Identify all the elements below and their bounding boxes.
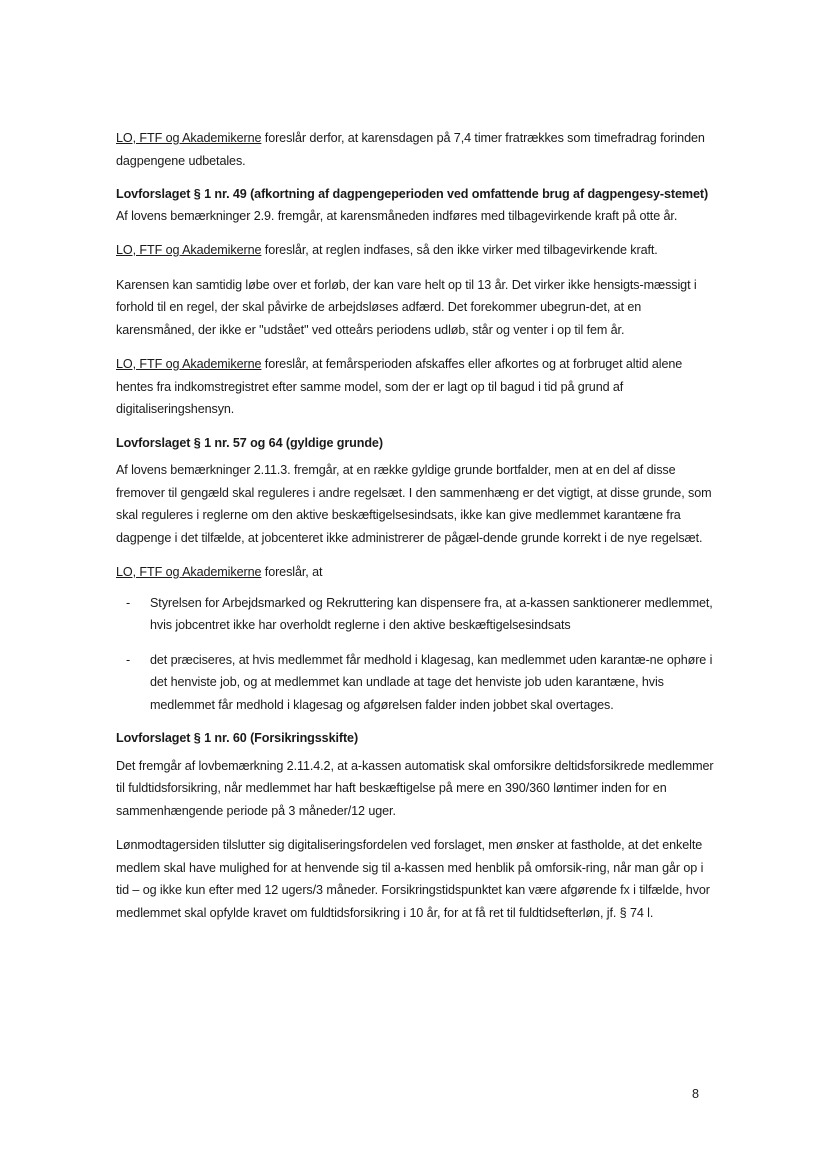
- section-heading-57-64: Lovforslaget § 1 nr. 57 og 64 (gyldige grunde): [116, 435, 383, 450]
- dash-bullet: -: [126, 595, 131, 610]
- org-names: LO, FTF og Akademikerne: [116, 565, 262, 579]
- document-body: [116, 127, 716, 924]
- paragraph-text: foreslår derfor, at karensdagen på 7,4 timer fratrækkes som timefradrag forinden dagpengene udbetales.: [116, 131, 705, 168]
- list-item: [116, 592, 716, 637]
- org-names: LO, FTF og Akademikerne: [116, 357, 262, 371]
- dash-bullet: -: [126, 652, 131, 667]
- paragraph-text: foreslår, at femårsperioden afskaffes eller afkortes og at forbruget altid alene hentes fra indkomstregistret efter samme model, som der er lagt op til bagud i tid på grund af digitaliseringshensyn.: [116, 357, 683, 416]
- page-number: 8: [692, 1087, 700, 1101]
- paragraph-femaarsperioden: [116, 353, 716, 421]
- org-names: LO, FTF og Akademikerne: [116, 131, 262, 145]
- paragraph-text: foreslår, at reglen indfases, så den ikke virker med tilbagevirkende kraft.: [261, 243, 658, 257]
- section-heading-60: Lovforslaget § 1 nr. 60 (Forsikringsskifte): [116, 731, 359, 745]
- paragraph-text: foreslår, at: [261, 565, 323, 579]
- list-item-text: Styrelsen for Arbejdsmarked og Rekruttering kan dispensere fra, at a-kassen sanktionerer medlemmet, hvis jobcentret ikke har overholdt reglerne i den aktive beskæftigelsesindsats: [150, 595, 713, 632]
- paragraph-gyldige-grunde: Af lovens bemærkninger 2.11.3. fremgår, at en række gyldige grunde bortfalder, men at en del af disse fremover til gengæld skal reguleres i andre regelsæt. I den sammenhæng er det vigtigt, at disse grunde, som skal reguleres i reglerne om den aktive beskæftigelsesindsats, ikke kan give medlemmet karantæne fra dagpenge i det tilfælde, at jobcenteret ikke administrerer de pågæl-dende grunde korrekt i de nye regelsæt.: [116, 463, 712, 545]
- paragraph-karensdag: [116, 127, 716, 172]
- paragraph-foreslaar: [116, 561, 716, 584]
- paragraph-indfasning: [116, 239, 716, 262]
- paragraph-loenmodtagersiden: Lønmodtagersiden tilslutter sig digitaliseringsfordelen ved forslaget, men ønsker at fastholde, at det enkelte medlem skal have mulighed for at henvende sig til a-kassen med henblik på omforsik-ring, når man går op i tid – og ikke kun efter med 12 ugers/3 måneder. Forsikringstidspunktet kan være afgørende fx i tilfælde, hvor medlemmet skal opfylde kravet om fuldtidsforsikring i 10 år, for at få ret til fuldtidsefterløn, jf. § 74 l.: [116, 838, 710, 920]
- list-item: [116, 649, 716, 717]
- proposal-list: [116, 592, 716, 717]
- paragraph-karensen: Karensen kan samtidig løbe over et forløb, der kan vare helt op til 13 år. Det virker ikke hensigts-mæssigt i forhold til en regel, der skal påvirke de arbejdsløses adfærd. Det forekommer ubegrun-det, at en karensmåned, der ikke er "udstået" ved otteårs periodens udløb, står og venter i op til fem år.: [116, 277, 697, 337]
- org-names: LO, FTF og Akademikerne: [116, 243, 262, 257]
- section-heading-49: Lovforslaget § 1 nr. 49 (afkortning af dagpengeperioden ved omfattende brug af dagpengesy-stemet): [116, 187, 709, 201]
- paragraph-lovbemaerkning: Det fremgår af lovbemærkning 2.11.4.2, at a-kassen automatisk skal omforsikre deltidsforsikrede medlemmer til fuldtidsforsikring, når medlemmet har haft beskæftigelse på mere en 390/360 løntimer inden for en sammenhængende periode på 3 måneder/12 uger.: [116, 758, 714, 818]
- list-item-text: det præciseres, at hvis medlemmet får medhold i klagesag, kan medlemmet uden karantæ-ne ophøre i det henviste job, og at medlemmet kan undlade at tage det henviste job uden karantæne, hvis medlemmet får medhold i klagesag og afgørelsen falder inden jobbet skal overtages.: [150, 652, 713, 712]
- paragraph-bemaerkninger-29: Af lovens bemærkninger 2.9. fremgår, at karensmåneden indføres med tilbagevirkende kraft på otte år.: [116, 208, 678, 223]
